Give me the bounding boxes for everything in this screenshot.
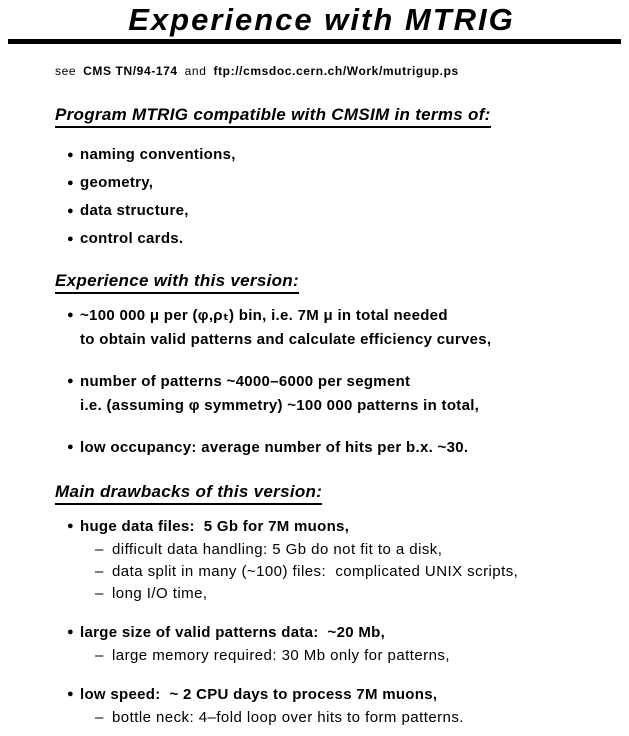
bullet-icon: ● [67, 205, 74, 217]
sub-item-text: bottle neck: 4–fold loop over hits to form patterns. [112, 709, 464, 726]
section-drawbacks-heading: Main drawbacks of this version: [55, 482, 629, 505]
item-text: low speed: ~ 2 CPU days to process 7M muons, [80, 686, 438, 703]
bullet-icon: ● [67, 149, 74, 161]
page-title: Experience with MTRIG [128, 2, 515, 37]
list-item [55, 172, 629, 194]
item-text: low occupancy: average number of hits per b.x. ~30. [80, 439, 469, 456]
list-item [55, 144, 629, 166]
bullet-icon: ● [67, 520, 74, 532]
reference-and: and [184, 64, 207, 78]
bullet-icon: ● [67, 309, 74, 321]
list-item [55, 200, 629, 222]
list-item [55, 621, 629, 645]
sub-item [95, 583, 629, 605]
title-wrap [0, 0, 629, 37]
sub-item-text: data split in many (~100) files: complicated UNIX scripts, [112, 563, 519, 580]
dash-icon: – [95, 563, 104, 580]
item-text: number of patterns ~4000–6000 per segment [80, 373, 411, 390]
list-item [55, 436, 629, 460]
section-compatibility-heading: Program MTRIG compatible with CMSIM in terms of: [55, 105, 629, 128]
list-item [55, 304, 629, 352]
item-text: ~100 000 μ per (φ,ρₜ) bin, i.e. 7M μ in total needed [80, 307, 448, 324]
item-text: geometry, [80, 174, 154, 191]
drawback-group [55, 515, 629, 605]
sub-item [95, 539, 629, 561]
dash-icon: – [95, 585, 104, 602]
drawback-group [55, 683, 629, 729]
experience-list [0, 304, 629, 460]
list-item [55, 228, 629, 250]
sub-item-text: difficult data handling: 5 Gb do not fit to a disk, [112, 541, 443, 558]
reference-doc: CMS TN/94-174 [83, 64, 178, 78]
dash-icon: – [95, 541, 104, 558]
sub-item-text: long I/O time, [112, 585, 208, 602]
sub-item [95, 561, 629, 583]
bullet-icon: ● [67, 688, 74, 700]
item-text: i.e. (assuming φ symmetry) ~100 000 patterns in total, [80, 397, 480, 414]
item-text: control cards. [80, 230, 184, 247]
sub-item [95, 645, 629, 667]
list-item [55, 515, 629, 539]
sub-item [95, 707, 629, 729]
title-rule [8, 39, 621, 44]
item-text: data structure, [80, 202, 189, 219]
compatibility-list [0, 144, 629, 250]
bullet-icon: ● [67, 626, 74, 638]
dash-icon: – [95, 647, 104, 664]
item-text: to obtain valid patterns and calculate efficiency curves, [80, 331, 492, 348]
sub-item-text: large memory required: 30 Mb only for patterns, [112, 647, 450, 664]
reference-line [55, 64, 629, 79]
bullet-icon: ● [67, 375, 74, 387]
drawback-group [55, 621, 629, 667]
list-item [55, 370, 629, 418]
section-drawbacks [0, 482, 629, 729]
item-text: huge data files: 5 Gb for 7M muons, [80, 518, 350, 535]
drawbacks-list [0, 515, 629, 729]
bullet-icon: ● [67, 233, 74, 245]
item-text: naming conventions, [80, 146, 236, 163]
reference-url: ftp://cmsdoc.cern.ch/Work/mutrigup.ps [213, 64, 459, 78]
list-item [55, 683, 629, 707]
bullet-icon: ● [67, 441, 74, 453]
item-text: large size of valid patterns data: ~20 Mb, [80, 624, 386, 641]
section-experience-heading: Experience with this version: [55, 271, 629, 294]
section-compatibility [0, 105, 629, 250]
dash-icon: – [95, 709, 104, 726]
reference-see: see [55, 64, 77, 78]
section-experience [0, 271, 629, 460]
bullet-icon: ● [67, 177, 74, 189]
